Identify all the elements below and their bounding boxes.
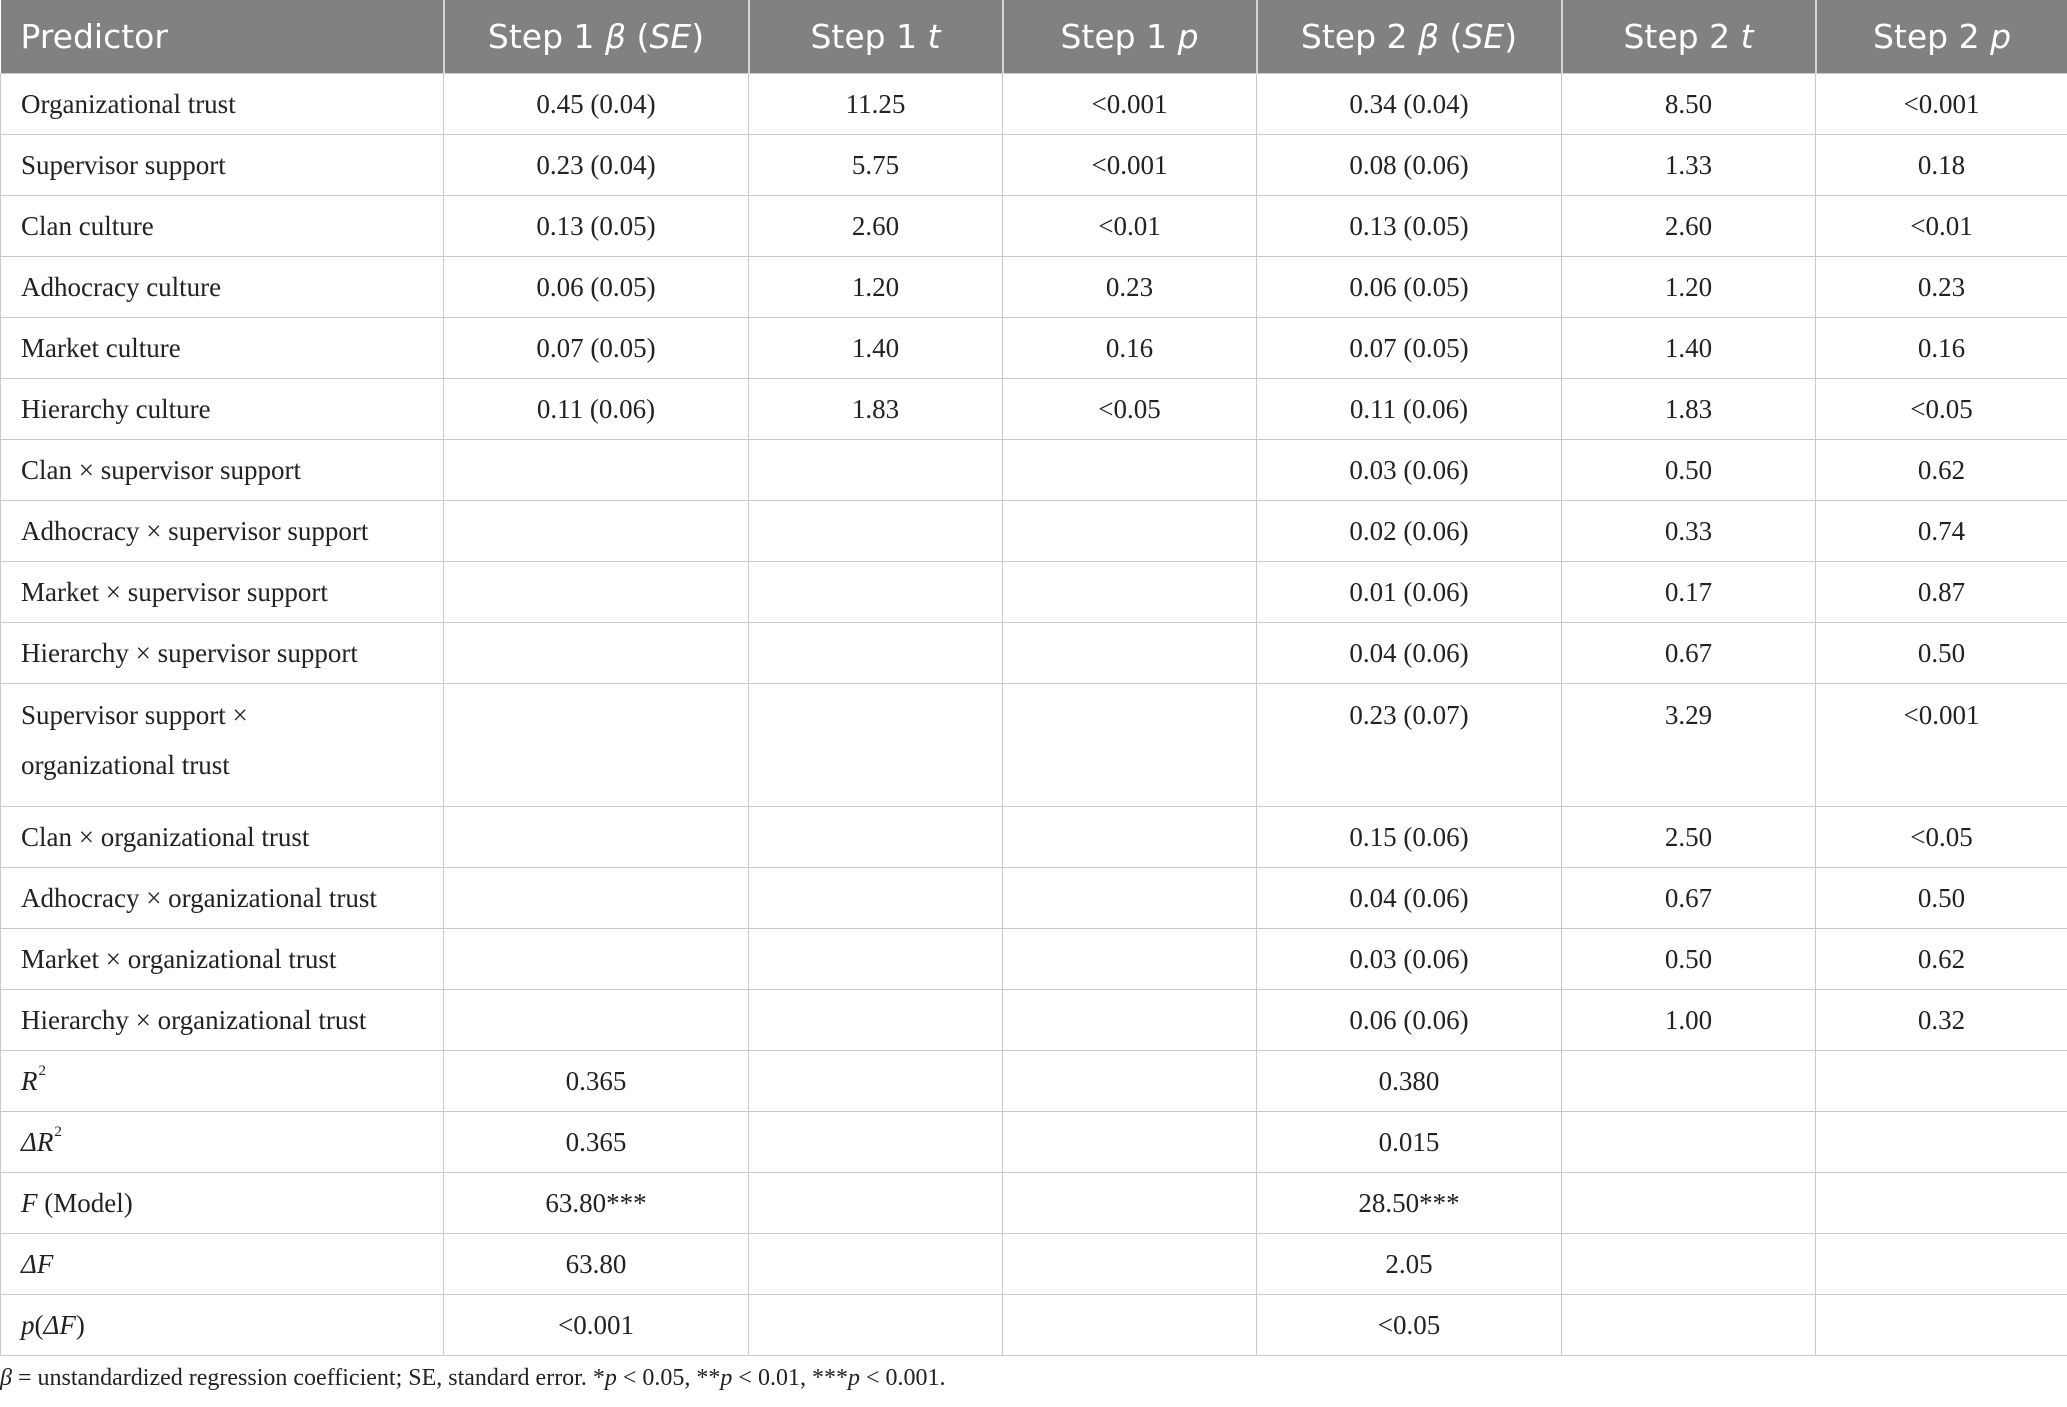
step1-beta-cell: 0.06 (0.05): [444, 257, 749, 318]
delta-f-letters: ΔF: [43, 1309, 76, 1340]
delta-f-step2-value: 2.05: [1257, 1234, 1562, 1295]
delta-f-letters: ΔF: [21, 1248, 54, 1279]
table-row: [1, 379, 2067, 440]
table-row: [1, 501, 2067, 562]
stats-row-p-delta-f: [1, 1295, 2067, 1356]
predictor-cell: Market × organizational trust: [1, 929, 444, 990]
step2-beta-cell: 0.34 (0.04): [1257, 74, 1562, 135]
footnote-part4: < 0.001.: [859, 1365, 946, 1391]
delta-r2-label: [1, 1112, 444, 1173]
step2-t-cell: 0.17: [1562, 562, 1816, 623]
footnote-part2: < 0.05, **: [616, 1365, 721, 1391]
r2-superscript: 2: [38, 1062, 46, 1079]
header-step2-t: [1562, 0, 1816, 74]
step1-t-cell: [749, 990, 1003, 1051]
empty-cell: [1003, 1173, 1257, 1234]
f-model-step1-value: 63.80***: [444, 1173, 749, 1234]
table-row: [1, 74, 2067, 135]
table-row: [1, 623, 2067, 684]
empty-cell: [1816, 1173, 2067, 1234]
header-step2-t-prefix: Step 2: [1623, 17, 1741, 56]
step2-beta-cell: 0.11 (0.06): [1257, 379, 1562, 440]
header-step2-p-prefix: Step 2: [1872, 17, 1991, 56]
step1-beta-cell: 0.13 (0.05): [444, 196, 749, 257]
step2-p-cell: 0.87: [1816, 562, 2067, 623]
step2-t-cell: 3.29: [1562, 684, 1816, 807]
step2-t-cell: 2.50: [1562, 807, 1816, 868]
header-step1-beta-prefix: Step 1: [487, 17, 605, 56]
header-p-symbol: p: [1177, 17, 1199, 56]
header-paren-close: ): [1504, 17, 1518, 56]
predictor-cell: Adhocracy × supervisor support: [1, 501, 444, 562]
header-step1-beta: [444, 0, 749, 74]
step2-p-cell: <0.05: [1816, 807, 2067, 868]
header-step1-t: [749, 0, 1003, 74]
predictor-cell: Hierarchy culture: [1, 379, 444, 440]
delta-r2-letters: ΔR: [21, 1126, 54, 1157]
step2-beta-cell: 0.04 (0.06): [1257, 868, 1562, 929]
step1-beta-cell: [444, 562, 749, 623]
empty-cell: [749, 1234, 1003, 1295]
footnote-p: p: [604, 1365, 617, 1391]
step2-p-cell: <0.01: [1816, 196, 2067, 257]
step1-p-cell: 0.16: [1003, 318, 1257, 379]
step2-p-cell: <0.001: [1816, 74, 2067, 135]
step2-t-cell: 8.50: [1562, 74, 1816, 135]
table-header: [1, 0, 2067, 74]
step1-p-cell: [1003, 990, 1257, 1051]
empty-cell: [1562, 1173, 1816, 1234]
step2-p-cell: 0.62: [1816, 929, 2067, 990]
predictor-cell: Supervisor support: [1, 135, 444, 196]
step2-t-cell: 1.83: [1562, 379, 1816, 440]
step2-beta-cell: 0.07 (0.05): [1257, 318, 1562, 379]
paren-open: (: [34, 1309, 44, 1340]
step1-t-cell: [749, 623, 1003, 684]
step1-beta-cell: 0.07 (0.05): [444, 318, 749, 379]
step1-p-cell: [1003, 807, 1257, 868]
predictor-cell: Clan × supervisor support: [1, 440, 444, 501]
header-paren-close: ): [691, 17, 705, 56]
table-row: [1, 868, 2067, 929]
step1-p-cell: [1003, 684, 1257, 807]
empty-cell: [749, 1112, 1003, 1173]
predictor-cell: Hierarchy × organizational trust: [1, 990, 444, 1051]
header-predictor-label: Predictor: [20, 17, 168, 56]
footnote-beta: β: [0, 1365, 12, 1391]
step2-t-cell: 0.67: [1562, 623, 1816, 684]
table-row: [1, 318, 2067, 379]
step1-p-cell: [1003, 440, 1257, 501]
header-step1-p-prefix: Step 1: [1060, 17, 1178, 56]
table-row: [1, 807, 2067, 868]
step1-t-cell: 1.40: [749, 318, 1003, 379]
delta-r2-superscript: 2: [54, 1123, 62, 1140]
step2-beta-cell: 0.13 (0.05): [1257, 196, 1562, 257]
predictor-cell: Adhocracy × organizational trust: [1, 868, 444, 929]
r2-step1-value: 0.365: [444, 1051, 749, 1112]
empty-cell: [1562, 1295, 1816, 1356]
step2-p-cell: 0.23: [1816, 257, 2067, 318]
p-delta-f-label: [1, 1295, 444, 1356]
step2-t-cell: 1.00: [1562, 990, 1816, 1051]
header-step1-t-prefix: Step 1: [810, 17, 928, 56]
step1-beta-cell: [444, 868, 749, 929]
table-row: [1, 684, 2067, 807]
delta-r2-step1-value: 0.365: [444, 1112, 749, 1173]
empty-cell: [1562, 1112, 1816, 1173]
step2-p-cell: 0.74: [1816, 501, 2067, 562]
step1-t-cell: [749, 684, 1003, 807]
empty-cell: [1003, 1112, 1257, 1173]
empty-cell: [1562, 1051, 1816, 1112]
f-letter: F: [21, 1187, 38, 1218]
table-body: [1, 74, 2067, 1356]
step1-t-cell: 1.20: [749, 257, 1003, 318]
header-step2-beta: [1257, 0, 1562, 74]
header-se-label: SE: [649, 17, 692, 56]
footnote-part1: = unstandardized regression coefficient; SE, standard error. *: [11, 1365, 605, 1391]
step1-p-cell: <0.001: [1003, 74, 1257, 135]
predictor-cell: Market culture: [1, 318, 444, 379]
table-row: [1, 135, 2067, 196]
step1-t-cell: [749, 440, 1003, 501]
step2-beta-cell: 0.23 (0.07): [1257, 684, 1562, 807]
step1-beta-cell: [444, 623, 749, 684]
header-t-symbol: t: [1740, 17, 1754, 56]
header-beta-symbol: β: [1418, 17, 1440, 56]
footnote-p: p: [720, 1365, 733, 1391]
predictor-cell: Market × supervisor support: [1, 562, 444, 623]
step2-beta-cell: 0.04 (0.06): [1257, 623, 1562, 684]
predictor-cell: Hierarchy × supervisor support: [1, 623, 444, 684]
step1-t-cell: [749, 501, 1003, 562]
empty-cell: [749, 1295, 1003, 1356]
step2-beta-cell: 0.02 (0.06): [1257, 501, 1562, 562]
step2-t-cell: 0.33: [1562, 501, 1816, 562]
predictor-line-2: organizational trust: [21, 750, 230, 780]
step2-t-cell: 1.40: [1562, 318, 1816, 379]
step2-beta-cell: 0.08 (0.06): [1257, 135, 1562, 196]
footnote-p: p: [847, 1365, 860, 1391]
header-step2-p: [1816, 0, 2067, 74]
step1-t-cell: [749, 868, 1003, 929]
f-model-label: [1, 1173, 444, 1234]
empty-cell: [1816, 1234, 2067, 1295]
step2-t-cell: 0.50: [1562, 440, 1816, 501]
step1-beta-cell: [444, 501, 749, 562]
r2-step2-value: 0.380: [1257, 1051, 1562, 1112]
header-beta-symbol: β: [605, 17, 627, 56]
empty-cell: [749, 1051, 1003, 1112]
step2-p-cell: <0.001: [1816, 684, 2067, 807]
header-paren-open: (: [1439, 17, 1463, 56]
table-row: [1, 929, 2067, 990]
table-footnote: [0, 1365, 946, 1392]
step1-beta-cell: [444, 684, 749, 807]
header-row: [1, 0, 2067, 74]
p-delta-f-step2-value: <0.05: [1257, 1295, 1562, 1356]
step2-p-cell: 0.50: [1816, 623, 2067, 684]
empty-cell: [1816, 1112, 2067, 1173]
step1-beta-cell: 0.45 (0.04): [444, 74, 749, 135]
step2-beta-cell: 0.01 (0.06): [1257, 562, 1562, 623]
step1-p-cell: <0.001: [1003, 135, 1257, 196]
step1-beta-cell: [444, 440, 749, 501]
step2-t-cell: 0.50: [1562, 929, 1816, 990]
step2-beta-cell: 0.06 (0.05): [1257, 257, 1562, 318]
delta-r2-step2-value: 0.015: [1257, 1112, 1562, 1173]
predictor-cell: Clan culture: [1, 196, 444, 257]
header-se-label: SE: [1462, 17, 1505, 56]
f-model-step2-value: 28.50***: [1257, 1173, 1562, 1234]
empty-cell: [1003, 1051, 1257, 1112]
table-row: [1, 990, 2067, 1051]
step1-t-cell: [749, 807, 1003, 868]
step1-t-cell: 5.75: [749, 135, 1003, 196]
step2-p-cell: 0.16: [1816, 318, 2067, 379]
step2-beta-cell: 0.06 (0.06): [1257, 990, 1562, 1051]
empty-cell: [1562, 1234, 1816, 1295]
empty-cell: [1816, 1051, 2067, 1112]
predictor-cell: [1, 684, 444, 807]
step1-p-cell: <0.05: [1003, 379, 1257, 440]
table-row: [1, 257, 2067, 318]
step2-p-cell: 0.18: [1816, 135, 2067, 196]
step1-t-cell: [749, 929, 1003, 990]
step1-p-cell: [1003, 562, 1257, 623]
step1-p-cell: [1003, 501, 1257, 562]
header-step1-p: [1003, 0, 1257, 74]
table-row: [1, 562, 2067, 623]
stats-row-delta-r2: [1, 1112, 2067, 1173]
step2-t-cell: 2.60: [1562, 196, 1816, 257]
step1-beta-cell: 0.23 (0.04): [444, 135, 749, 196]
footnote-part3: < 0.01, ***: [732, 1365, 848, 1391]
stats-row-r2: [1, 1051, 2067, 1112]
step1-p-cell: <0.01: [1003, 196, 1257, 257]
f-model-suffix: (Model): [37, 1187, 133, 1218]
step1-beta-cell: [444, 929, 749, 990]
step1-p-cell: [1003, 868, 1257, 929]
stats-row-f-model: [1, 1173, 2067, 1234]
step1-t-cell: [749, 562, 1003, 623]
step2-p-cell: 0.32: [1816, 990, 2067, 1051]
r2-letter: R: [21, 1065, 38, 1096]
paren-close: ): [75, 1309, 85, 1340]
delta-f-label: [1, 1234, 444, 1295]
table-row: [1, 196, 2067, 257]
step2-beta-cell: 0.03 (0.06): [1257, 440, 1562, 501]
step2-t-cell: 1.33: [1562, 135, 1816, 196]
delta-f-step1-value: 63.80: [444, 1234, 749, 1295]
table-row: [1, 440, 2067, 501]
step2-p-cell: 0.50: [1816, 868, 2067, 929]
predictor-cell: Adhocracy culture: [1, 257, 444, 318]
predictor-cell: Organizational trust: [1, 74, 444, 135]
step1-beta-cell: 0.11 (0.06): [444, 379, 749, 440]
step2-t-cell: 0.67: [1562, 868, 1816, 929]
empty-cell: [1003, 1295, 1257, 1356]
step1-t-cell: 1.83: [749, 379, 1003, 440]
stats-row-delta-f: [1, 1234, 2067, 1295]
header-t-symbol: t: [927, 17, 941, 56]
step1-t-cell: 11.25: [749, 74, 1003, 135]
step1-t-cell: 2.60: [749, 196, 1003, 257]
header-predictor: [1, 0, 444, 74]
step2-beta-cell: 0.03 (0.06): [1257, 929, 1562, 990]
step2-p-cell: <0.05: [1816, 379, 2067, 440]
header-paren-open: (: [626, 17, 650, 56]
empty-cell: [1003, 1234, 1257, 1295]
step1-beta-cell: [444, 990, 749, 1051]
step2-t-cell: 1.20: [1562, 257, 1816, 318]
step1-p-cell: [1003, 929, 1257, 990]
p-delta-f-step1-value: <0.001: [444, 1295, 749, 1356]
step2-p-cell: 0.62: [1816, 440, 2067, 501]
empty-cell: [749, 1173, 1003, 1234]
predictor-line-1: Supervisor support ×: [21, 700, 248, 730]
step1-p-cell: 0.23: [1003, 257, 1257, 318]
step2-beta-cell: 0.15 (0.06): [1257, 807, 1562, 868]
step1-beta-cell: [444, 807, 749, 868]
empty-cell: [1816, 1295, 2067, 1356]
header-step2-beta-prefix: Step 2: [1300, 17, 1418, 56]
p-letter: p: [21, 1309, 35, 1340]
predictor-cell: Clan × organizational trust: [1, 807, 444, 868]
r2-label: [1, 1051, 444, 1112]
header-p-symbol: p: [1990, 17, 2012, 56]
step1-p-cell: [1003, 623, 1257, 684]
